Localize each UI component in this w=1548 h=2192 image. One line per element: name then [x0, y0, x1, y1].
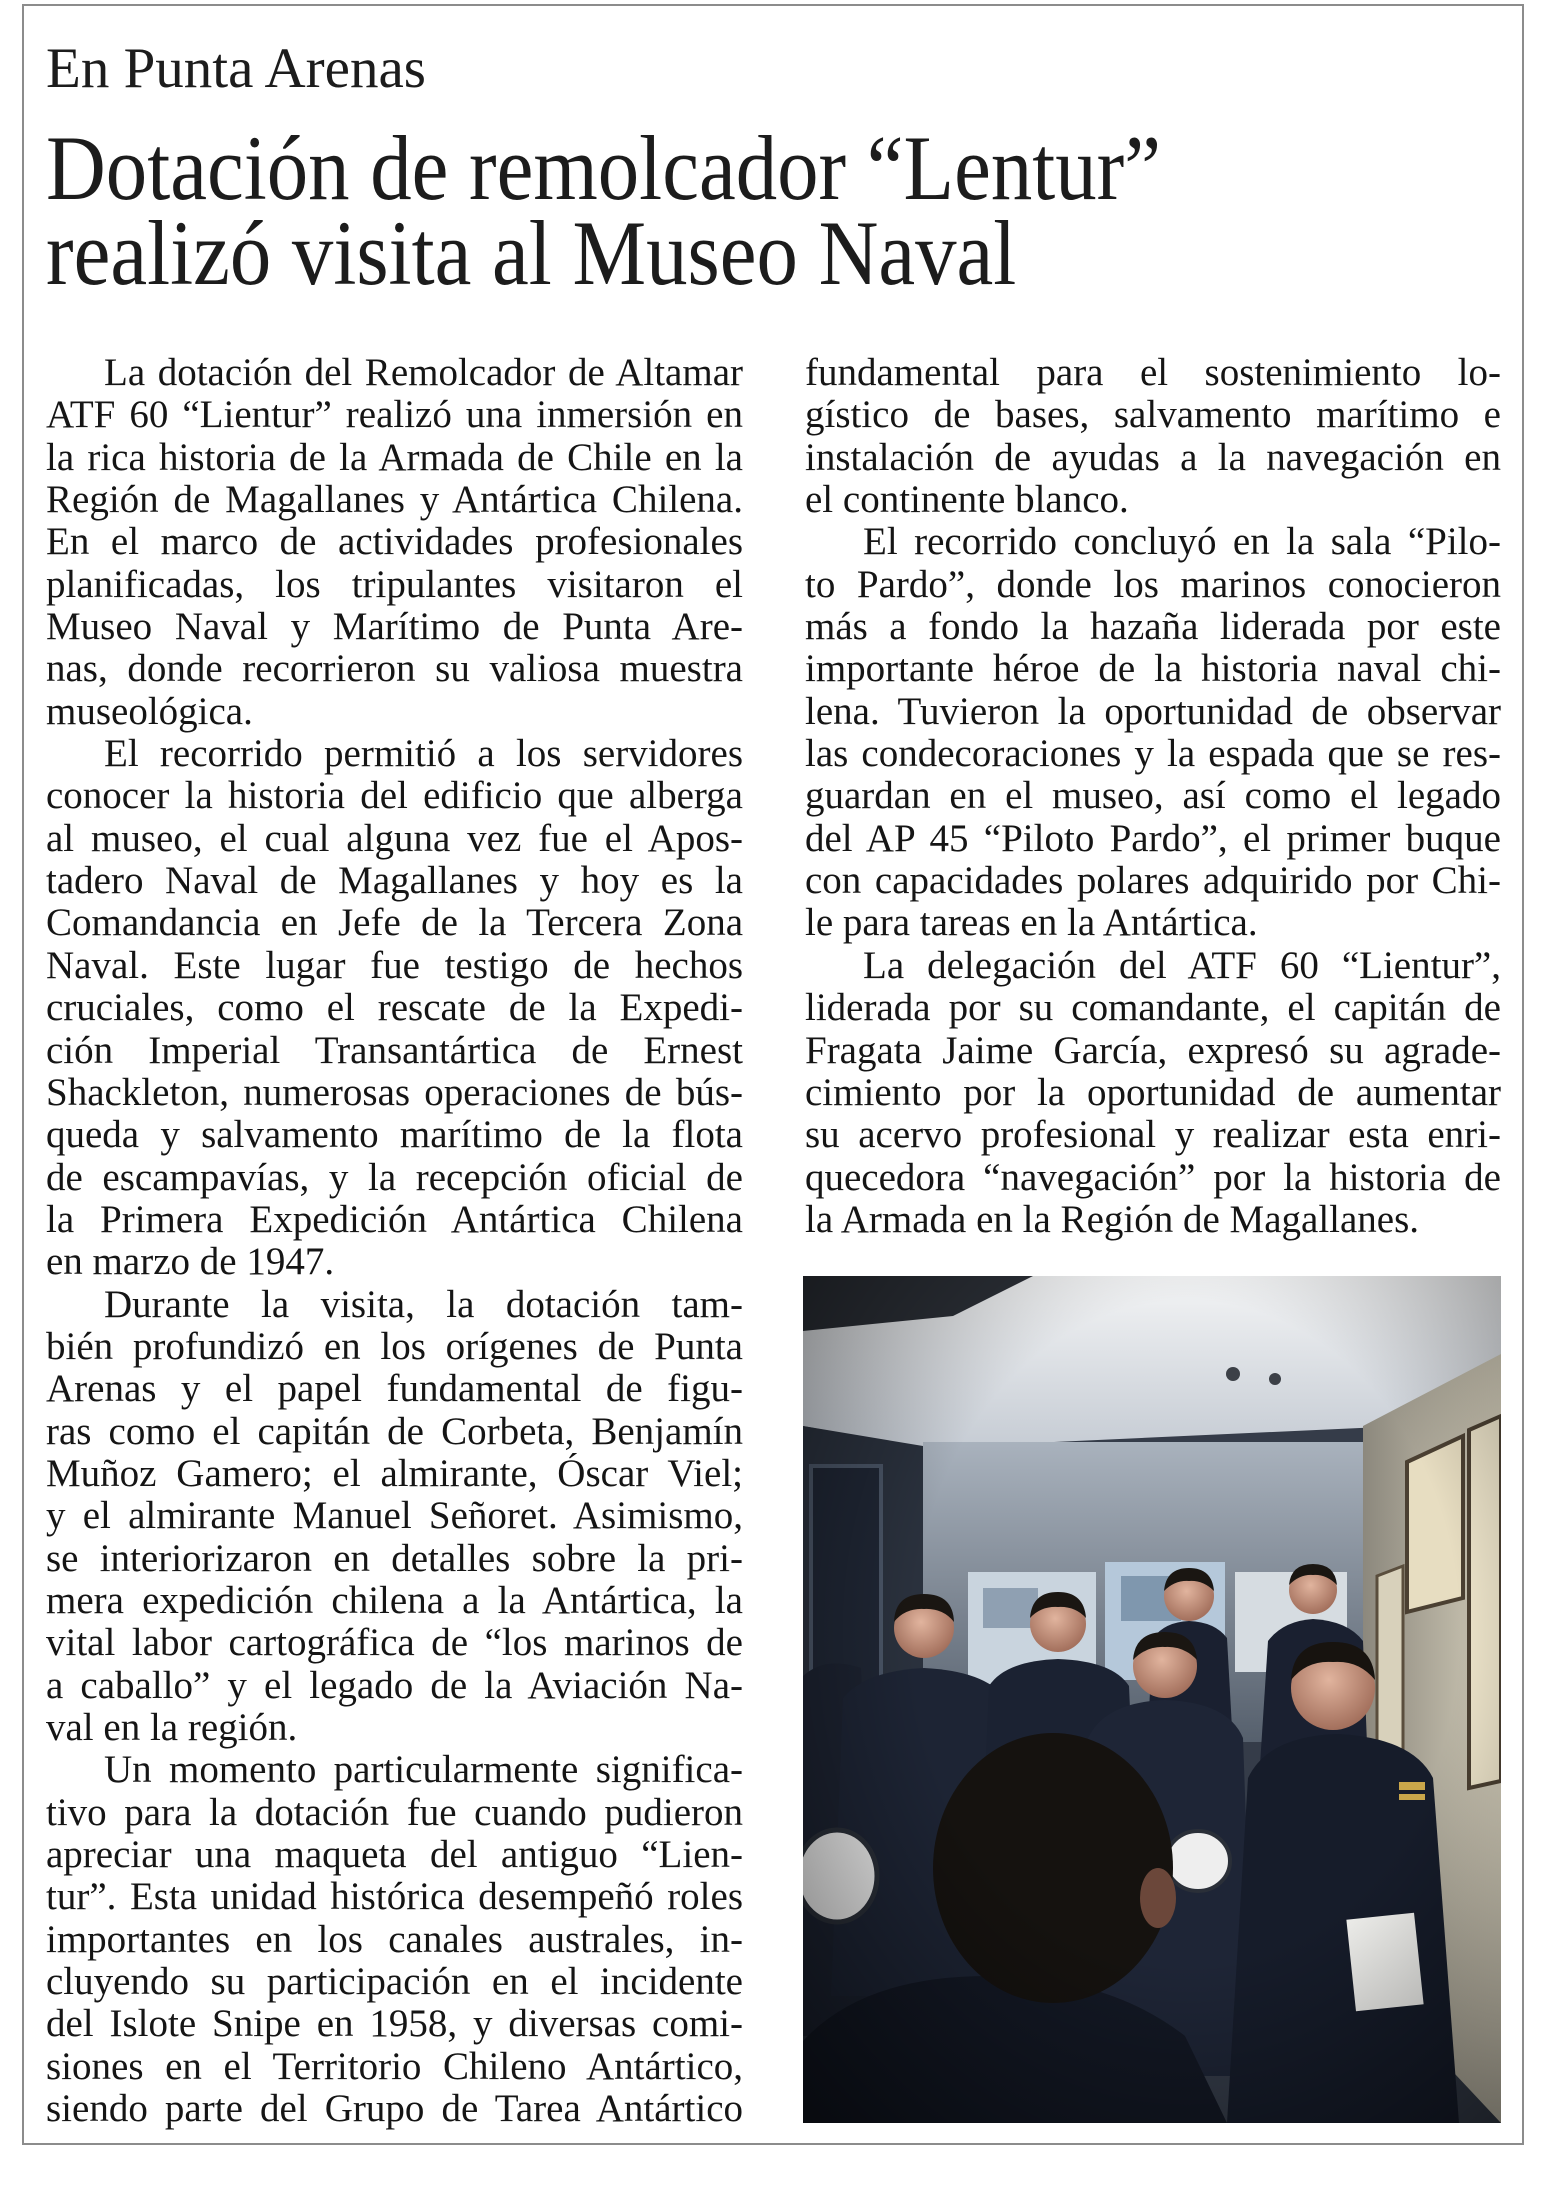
body-text-line: museológica.: [46, 690, 253, 733]
body-text-line: apreciar una maqueta del antiguo “Lien-: [46, 1834, 743, 1877]
body-text-line: queda y salvamento marítimo de la flota: [46, 1114, 743, 1157]
body-text-line: bién profundizó en los orígenes de Punta: [46, 1325, 743, 1368]
headline: [46, 117, 1285, 304]
body-text-line: mera expedición chilena a la Antártica, la: [46, 1579, 743, 1622]
body-text-line: Un momento particularmente significa-: [104, 1749, 743, 1792]
body-text-line: liderada por su comandante, el capitán de: [805, 987, 1501, 1030]
body-text-line: ción Imperial Transantártica de Ernest: [46, 1029, 743, 1072]
body-text-line: el continente blanco.: [805, 479, 1129, 522]
body-text-line: quecedora “navegación” por la historia de: [805, 1156, 1501, 1199]
photo-vignette: [803, 1276, 1501, 2123]
body-text-line: le para tareas en la Antártica.: [805, 902, 1258, 945]
section-kicker: En Punta Arenas: [46, 37, 426, 100]
body-text-line: la Primera Expedición Antártica Chilena: [46, 1198, 743, 1241]
body-text-line: se interiorizaron en detalles sobre la pri-: [46, 1537, 743, 1580]
body-text-line: cimiento por la oportunidad de aumentar: [805, 1071, 1501, 1114]
headline-line: realizó visita al Museo Naval: [46, 202, 1017, 304]
body-text-line: en marzo de 1947.: [46, 1241, 335, 1284]
body-text-line: La delegación del ATF 60 “Lientur”,: [863, 944, 1501, 987]
body-text-line: del Islote Snipe en 1958, y diversas comi-: [46, 2003, 743, 2046]
body-text-line: instalación de ayudas a la navegación en: [805, 436, 1501, 479]
body-text-line: las condecoraciones y la espada que se res-: [805, 733, 1501, 776]
body-text-line: Naval. Este lugar fue testigo de hechos: [46, 944, 743, 987]
body-text-line: y el almirante Manuel Señoret. Asimismo,: [46, 1495, 743, 1538]
body-text-line: planificadas, los tripulantes visitaron el: [46, 563, 743, 606]
body-text-line: la Armada en la Región de Magallanes.: [805, 1198, 1420, 1241]
body-text-line: vital labor cartográfica de “los marinos de: [46, 1622, 743, 1665]
body-text-line: cruciales, como el rescate de la Expedi-: [46, 987, 743, 1030]
body-text-line: Muñoz Gamero; el almirante, Óscar Viel;: [46, 1452, 743, 1495]
body-text-line: val en la región.: [46, 1707, 298, 1749]
body-text-line: la rica historia de la Armada de Chile en la: [46, 436, 743, 479]
body-text-line: importantes en los canales australes, in-: [46, 1918, 743, 1961]
body-text-line: ATF 60 “Lientur” realizó una inmersión en: [46, 394, 743, 437]
body-text-line: Museo Naval y Marítimo de Punta Are-: [46, 606, 743, 649]
text-column-right: [805, 352, 1501, 1241]
body-text-line: gístico de bases, salvamento marítimo e: [805, 394, 1501, 437]
body-text-line: Durante la visita, la dotación tam-: [104, 1283, 743, 1326]
body-text-line: siones en el Territorio Chileno Antártico,: [46, 2045, 743, 2088]
body-text-line: guardan en el museo, así como el legado: [805, 775, 1501, 818]
body-text-line: to Pardo”, donde los marinos conocieron: [805, 563, 1501, 606]
body-text-line: de escampavías, y la recepción oficial de: [46, 1156, 743, 1199]
body-text-line: al museo, el cual alguna vez fue el Apos-: [46, 817, 743, 860]
body-text-line: a caballo” y el legado de la Aviación Na-: [46, 1664, 743, 1707]
body-text-line: conocer la historia del edificio que alberga: [46, 775, 743, 818]
text-column-left: [46, 352, 743, 2130]
body-text-line: cluyendo su participación en el incidente: [46, 1961, 743, 2004]
headline-line: Dotación de remolcador “Lentur”: [46, 117, 1161, 219]
body-text-line: nas, donde recorrieron su valiosa muestra: [46, 648, 743, 691]
article-photo: [803, 1276, 1501, 2123]
body-text-line: Comandancia en Jefe de la Tercera Zona: [46, 902, 743, 945]
body-text-line: con capacidades polares adquirido por Chi-: [805, 860, 1501, 903]
body-text-line: tadero Naval de Magallanes y hoy es la: [46, 860, 743, 903]
body-text-line: importante héroe de la historia naval chi-: [805, 648, 1501, 691]
body-text-line: lena. Tuvieron la oportunidad de observar: [805, 690, 1501, 733]
body-text-line: La dotación del Remolcador de Altamar: [104, 352, 743, 394]
body-text-line: El recorrido permitió a los servidores: [104, 733, 743, 776]
body-text-line: tur”. Esta unidad histórica desempeñó roles: [46, 1876, 743, 1919]
body-text-line: siendo parte del Grupo de Tarea Antártico: [46, 2088, 743, 2131]
body-text-line: ras como el capitán de Corbeta, Benjamín: [46, 1410, 743, 1453]
body-text-line: fundamental para el sostenimiento lo-: [805, 352, 1501, 394]
body-text-line: Shackleton, numerosas operaciones de bús-: [46, 1071, 743, 1114]
body-text-line: tivo para la dotación fue cuando pudieron: [46, 1791, 743, 1834]
body-text-line: Región de Magallanes y Antártica Chilena.: [46, 479, 743, 522]
body-text-line: más a fondo la hazaña liderada por este: [805, 606, 1501, 649]
body-text-line: Fragata Jaime García, expresó su agrade-: [805, 1029, 1501, 1072]
body-text-line: Arenas y el papel fundamental de figu-: [46, 1368, 743, 1411]
body-text-line: del AP 45 “Piloto Pardo”, el primer buque: [805, 817, 1501, 860]
body-text-line: En el marco de actividades profesionales: [46, 521, 743, 564]
body-text-line: su acervo profesional y realizar esta enri-: [805, 1114, 1501, 1157]
body-text-line: El recorrido concluyó en la sala “Pilo-: [863, 521, 1501, 564]
